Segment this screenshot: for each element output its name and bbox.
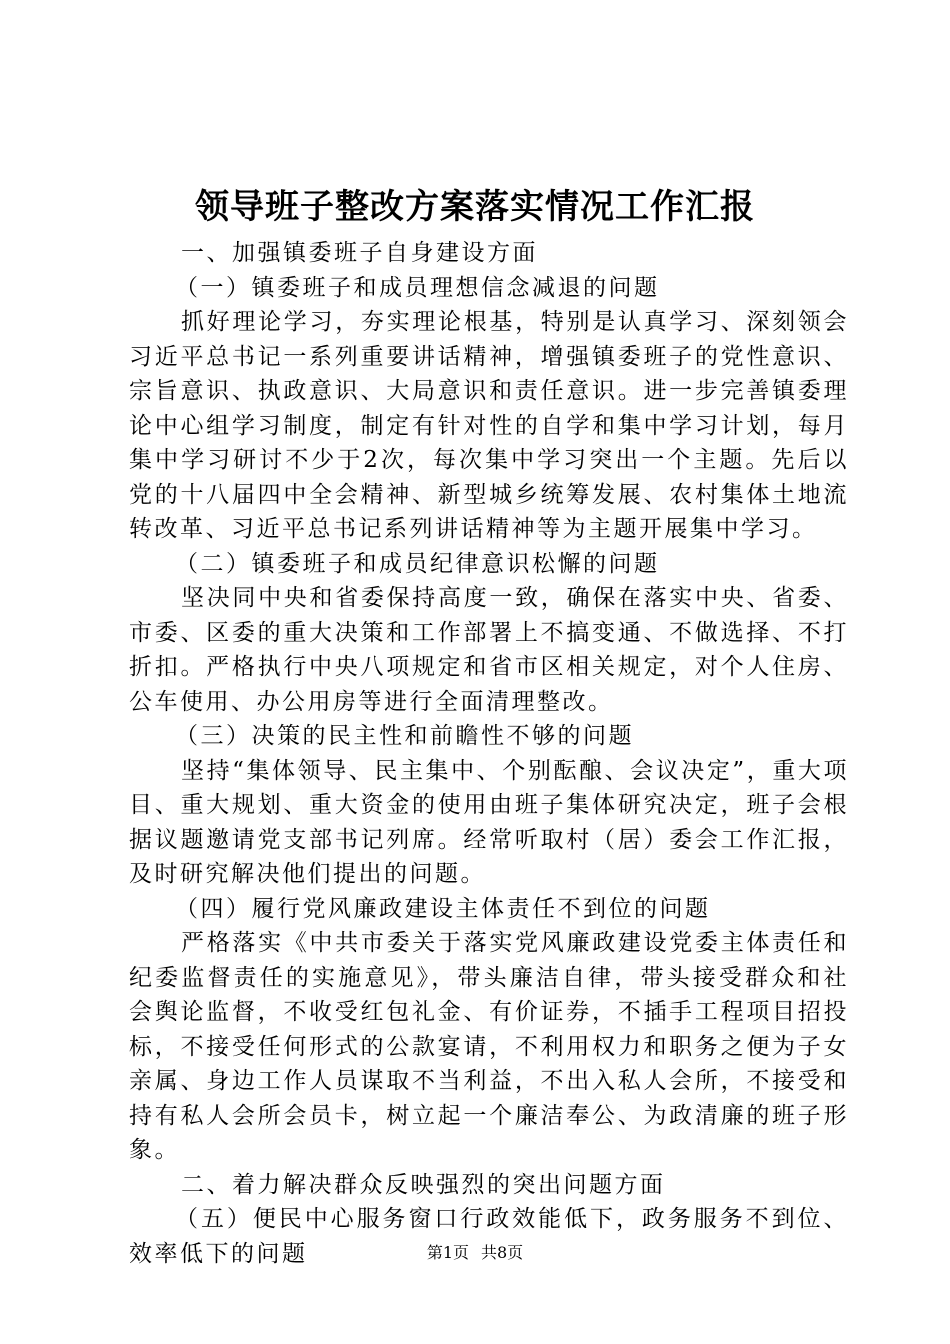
- section-heading: 一、加强镇委班子自身建设方面: [181, 240, 538, 266]
- subsection-heading: （三）决策的民主性和前瞻性不够的问题: [175, 723, 634, 749]
- subsection-heading: （五）便民中心服务窗口行政效能低下，政务服务不到位、效率低下的问题: [129, 1206, 849, 1267]
- page-number: 第1页: [426, 1243, 469, 1262]
- body-paragraph: 抓好理论学习，夯实理论根基，特别是认真学习、深刻领会习近平总书记一系列重要讲话精神，增强镇委班子的党性意识、宗旨意识、执政意识、大局意识和责任意识。进一步完善镇委理论中心组学习制度，制定有针对性的自学和集中学习计划，每月集中学习研讨不少于2次，每次集中学习突出一个主题。先后以党的十八届四中全会精神、新型城乡统筹发展、农村集体土地流转改革、习近平总书记系列讲话精神等为主题开展集中学习。: [129, 309, 849, 542]
- section-heading: 二、着力解决群众反映强烈的突出问题方面: [181, 1171, 666, 1198]
- page-count: 共8页: [481, 1243, 524, 1262]
- document-title: 领导班子整改方案落实情况工作汇报: [195, 187, 755, 227]
- body-paragraph: 坚决同中央和省委保持高度一致，确保在落实中央、省委、市委、区委的重大决策和工作部署上不搞变通、不做选择、不打折扣。严格执行中央八项规定和省市区相关规定，对个人住房、公车使用、办公用房等进行全面清理整改。: [129, 585, 849, 715]
- subsection-heading: （二）镇委班子和成员纪律意识松懈的问题: [175, 550, 660, 577]
- page-footer: [0, 1242, 950, 1264]
- document-body: [129, 236, 849, 1271]
- subsection-heading: （四）履行党风廉政建设主体责任不到位的问题: [175, 895, 711, 922]
- subsection-heading: （一）镇委班子和成员理想信念减退的问题: [175, 274, 660, 301]
- body-paragraph: 严格落实《中共市委关于落实党风廉政建设党委主体责任和纪委监督责任的实施意见》，带头廉洁自律，带头接受群众和社会舆论监督，不收受红包礼金、有价证券，不插手工程项目招投标，不接受任何形式的公款宴请，不利用权力和职务之便为子女亲属、身边工作人员谋取不当利益，不出入私人会所，不接受和持有私人会所会员卡，树立起一个廉洁奉公、为政清廉的班子形象。: [129, 930, 849, 1163]
- body-paragraph: 坚持“集体领导、民主集中、个别酝酿、会议决定”，重大项目、重大规划、重大资金的使用由班子集体研究决定，班子会根据议题邀请党支部书记列席。经常听取村（居）委会工作汇报，及时研究解决他们提出的问题。: [129, 757, 849, 887]
